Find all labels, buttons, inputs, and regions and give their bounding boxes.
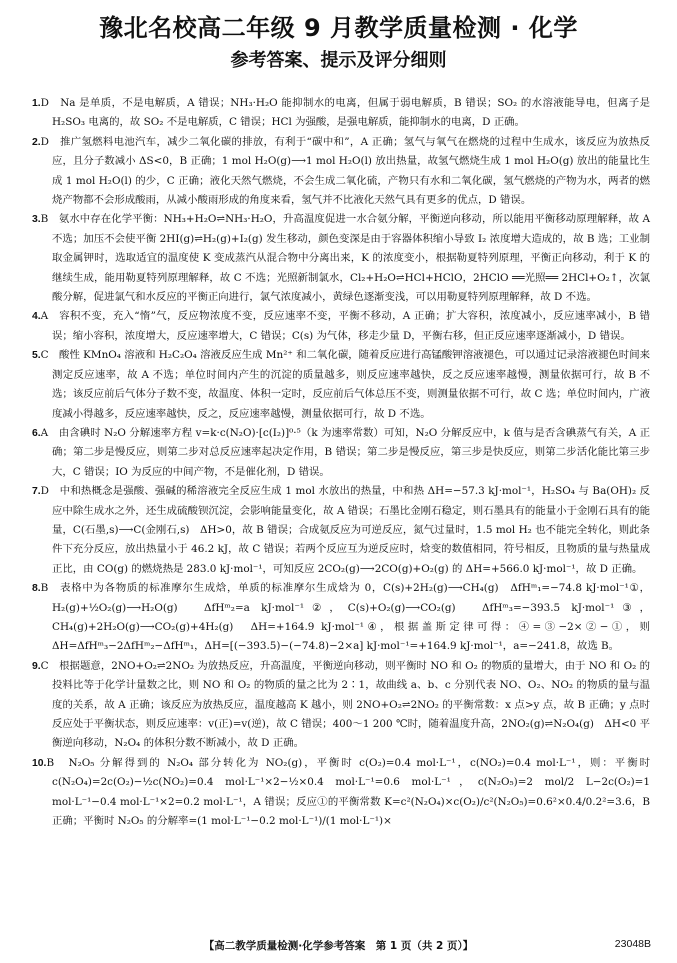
answer-text: C 根据题意，2NO+O₂⇌2NO₂ 为放热反应，升高温度，平衡逆向移动，则平衡时 NO 和 O₂ 的物质的量增大，由于 NO 和 O₂ 的投料比等于化学计量数之比，则 NO 和 O₂ 的物质的量之比为 2∶1，故曲线 a、b、c 分别代表 NO、O₂、NO₂ 的物质的量与温度的关系，故 A 正确；该反应为放热反应，温度越高 K 越小，则 2NO+O₂⇌2NO₂ 的平衡常数：x 点>y 点，故 B 正确；y 点时反应处于平衡状态，则反应速率：v(正)=v(逆)，故 C 错误；400～1 200 ℃时，随着温度升高，2NO₂(g)⇌N₂O₄(g) ΔH<0 平衡逆向移动，N₂O₄ 的体积分数不断减小，故 D 正确。 <box>40 659 650 750</box>
answer-text: B N₂O₅ 分解得到的 N₂O₄ 部分转化为 NO₂(g)，平衡时 c(O₂)=0.4 mol·L⁻¹，c(NO₂)=0.4 mol·L⁻¹，则：平衡时 c(N₂O₄)=2c(O₂)−½c(NO₂)=0.4 mol·L⁻¹×2−½×0.4 mol·L⁻¹=0.6 mol·L⁻¹，c(N₂O₅)=2 mol/2 L−2c(O₂)=1 mol·L⁻¹−0.4 mol·L⁻¹×2=0.2 mol·L⁻¹，A 错误；反应①的平衡常数 K=c²(N₂O₄)×c(O₂)/c²(N₂O₅)=0.6²×0.4/0.2²=3.6，B 正确；平衡时 N₂O₅ 的分解率=(1 mol·L⁻¹−0.2 mol·L⁻¹)/(1 mol·L⁻¹)× <box>46 756 650 828</box>
answer-text: B 氨水中存在化学平衡：NH₃+H₂O⇌NH₃·H₂O，升高温度促进一水合氨分解，平衡逆向移动，所以能用平衡移动原理解释，故 A 不选；加压不会使平衡 2HI(g)⇌H₂(g)+I₂(g) 发生移动，颜色变深是由于容器体积缩小导致 I₂ 浓度增大造成的，故 B 选；工业制取金属钾时，选取适宜的温度使 K 变成蒸汽从混合物中分离出来，K 的浓度变小，根据勒夏特列原理，平衡正向移动，利于 K 的继续生成，能用勒夏特列原理解释，故 C 不选；光照新制氯水，Cl₂+H₂O⇌HCl+HClO，2HClO ══光照══ 2HCl+O₂↑，次氯酸分解，促进氯气和水反应的平衡正向进行，氯气浓度减小，黄绿色逐渐变浅，可以用勒夏特列原理解释，故 D 不选。 <box>40 213 650 304</box>
answer-item <box>32 133 650 211</box>
document-title: 豫北名校高二年级 9 月教学质量检测 · 化学 <box>99 14 578 42</box>
answer-text: A 由含碘时 N₂O 分解速率方程 v=k·c(N₂O)·[c(I₂)]⁰·⁵（k 为速率常数）可知，N₂O 分解反应中，k 值与是否含碘蒸气有关，A 正确；第二步是慢反应，则第二步对总反应速率起决定作用，B 错误；第二步是慢反应，第三步是快反应，则第二步活化能比第三步大，C 错误；IO 为反应的中间产物，不是催化剂，D 错误。 <box>40 426 650 478</box>
answer-item <box>32 657 650 754</box>
answers-body <box>32 94 650 831</box>
answer-text: D Na 是单质，不是电解质，A 错误；NH₃·H₂O 能抑制水的电离，但属于弱电解质，B 错误；SO₂ 的水溶液能导电，但离子是 H₂SO₃ 电离的，故 SO₂ 不是电解质，C 错误；HCl 为强酸，是强电解质，能抑制水的电离，D 正确。 <box>40 97 650 129</box>
answer-number: 1. <box>32 98 41 109</box>
answer-item <box>32 210 650 307</box>
answer-number: 4. <box>32 311 41 323</box>
answer-item <box>32 424 650 482</box>
answer-number: 3. <box>32 214 41 226</box>
answer-number: 10. <box>32 757 47 769</box>
answer-item <box>32 346 650 424</box>
answer-text: B 表格中为各物质的标准摩尔生成焓，单质的标准摩尔生成焓为 0，C(s)+2H₂(g)⟶CH₄(g) ΔfHᵐ₁=−74.8 kJ·mol⁻¹①，H₂(g)+½O₂(g)⟶H₂O(g) ΔfHᵐ₂=a kJ·mol⁻¹②，C(s)+O₂(g)⟶CO₂(g) ΔfHᵐ₃=−393.5 kJ·mol⁻¹③，CH₄(g)+2H₂O(g)⟶CO₂(g)+4H₂(g) ΔH=+164.9 kJ·mol⁻¹④，根据盖斯定律可得：④=③−2×②−①，则 ΔH=ΔfHᵐ₃−2ΔfHᵐ₂−ΔfHᵐ₁，ΔH=[(−393.5)−(−74.8)−2×a] kJ·mol⁻¹=+164.9 kJ·mol⁻¹，a=−241.8，故选 B。 <box>40 582 650 653</box>
answer-number: 7. <box>32 486 41 498</box>
answer-text: D 中和热概念是强酸、强碱的稀溶液完全反应生成 1 mol 水放出的热量，中和热 ΔH=−57.3 kJ·mol⁻¹，H₂SO₄ 与 Ba(OH)₂ 反应中除生成水之外，还生成硫酸钡沉淀，会影响能量变化，故 A 错误；石墨比金刚石稳定，则石墨具有的能量小于金刚石具有的能量，C(石墨,s)⟶C(金刚石,s) ΔH>0，故 B 错误；合成氨反应为可逆反应，氮气过量时，1.5 mol H₂ 也不能完全转化，则此条件下充分反应，放出热量小于 46.2 kJ，故 C 错误；若两个反应互为逆反应时，焓变的数值相同，符号相反，且物质的量与热量成正比，由 CO(g) 的燃烧热是 283.0 kJ·mol⁻¹，可知反应 2CO₂(g)⟶2CO(g)+O₂(g) 的 ΔH=+566.0 kJ·mol⁻¹，故 D 正确。 <box>40 485 650 575</box>
answer-item <box>32 754 650 832</box>
answer-item <box>32 94 650 133</box>
answer-text: D 推广氢燃料电池汽车，减少二氧化碳的排放，有利于“碳中和”，A 正确；氢气与氧气在燃烧的过程中生成水，该反应为放热反应，且分子数减小 ΔS<0，B 正确；1 mol H₂O(g)⟶1 mol H₂O(l) 放出热量，故氢气燃烧生成 1 mol H₂O(g) 放出的能量比生成 1 mol H₂O(l) 的少，C 正确；液化天然气燃烧，不会生成二氧化硫，产物只有水和二氧化碳，氢气燃烧的产物为水，两者的燃烧产物都不会形成酸雨，从减小酸雨形成的角度来看，氢气并不比液化天然气具有更多的优点，D 错误。 <box>40 135 650 207</box>
answer-item <box>32 579 650 657</box>
answer-number: 2. <box>32 136 41 148</box>
answer-item <box>32 482 650 579</box>
answer-number: 9. <box>32 660 41 672</box>
answer-number: 5. <box>32 350 41 362</box>
answer-text: A 容积不变，充入“惰”气，反应物浓度不变，反应速率不变，平衡不移动，A 正确；扩大容积，浓度减小，反应速率减小，B 错误；缩小容积，浓度增大，反应速率增大，C 错误；C(s) 为气体，移走少量 D，平衡右移，但正反应速率逐渐减小，D 错误。 <box>40 310 650 342</box>
document-subtitle: 参考答案、提示及评分细则 <box>230 50 447 71</box>
answer-number: 8. <box>32 583 41 595</box>
answer-number: 6. <box>32 427 41 439</box>
document-code: 23048B <box>614 938 651 950</box>
answer-text: C 酸性 KMnO₄ 溶液和 H₂C₂O₄ 溶液反应生成 Mn²⁺ 和二氧化碳，随着反应进行高锰酸钾溶液褪色，可以通过记录溶液褪色时间来测定反应速率，故 A 不选；单位时间内产生的沉淀的质量越多，则反应速率越快，反之反应速率越慢，测量依据可行，故 B 不选；该反应前后气体分子数不变，故温度、体积一定时，反应前后气体总压不变，则测量依据不可行，故 C 选；单位时间内，广液度减小得越多，反应速率越快，反之，反应速率越慢，测量依据可行，故 D 不选。 <box>40 349 650 420</box>
answer-item <box>32 307 650 346</box>
page-footer: 【高二教学质量检测·化学参考答案 第 1 页（共 2 页）】 <box>203 940 474 952</box>
